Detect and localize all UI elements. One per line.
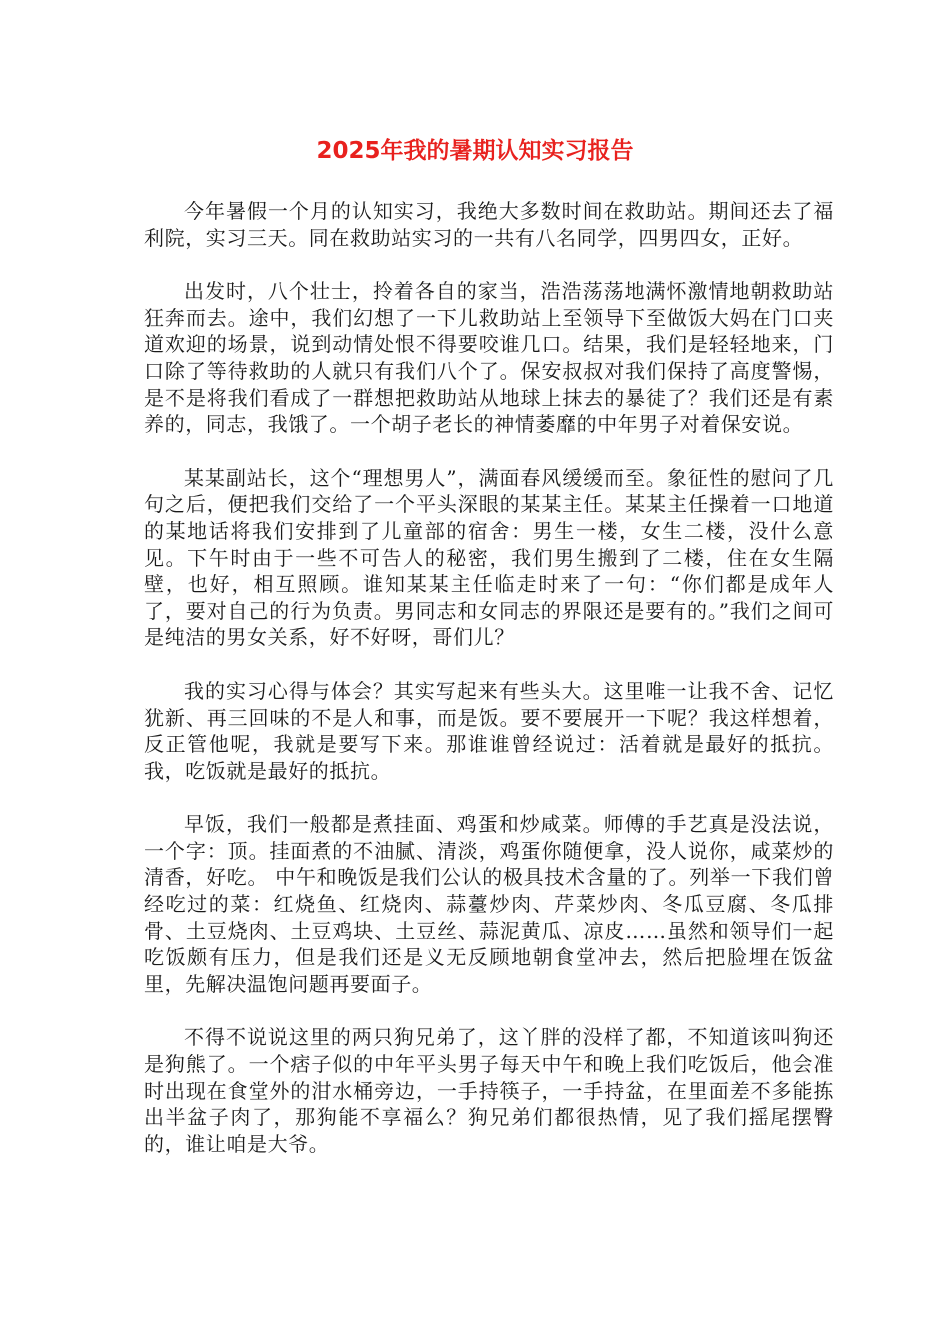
paragraph: 某某副站长，这个“理想男人”，满面春风缓缓而至。象征性的慰问了几句之后，便把我们交给了一个平头深眼的某某主任。某某主任操着一口地道的某地话将我们安排到了儿童部的宿舍：男生一楼，女生二楼，没什么意见。下午时由于一些不可告人的秘密，我们男生搬到了二楼，住在女生隔壁，也好，相互照顾。谁知某某主任临走时来了一句：“你们都是成年人了，要对自己的行为负责。男同志和女同志的界限还是要有的。”我们之间可是纯洁的男女关系，好不好呀，哥们儿？ [144,465,834,650]
document-title: 2025年我的暑期认知实习报告 [316,138,634,164]
document-body [144,198,834,1184]
paragraph: 早饭，我们一般都是煮挂面、鸡蛋和炒咸菜。师傅的手艺真是没法说，一个字：顶。挂面煮的不油腻、清淡，鸡蛋你随便拿，没人说你，咸菜炒的清香，好吃。 中午和晚饭是我们公认的极具技术含量的了。列举一下我们曾经吃过的菜：红烧鱼、红烧肉、蒜薹炒肉、芹菜炒肉、冬瓜豆腐、冬瓜排骨、土豆烧肉、土豆鸡块、土豆丝、蒜泥黄瓜、凉皮……虽然和领导们一起吃饭颇有压力，但是我们还是义无反顾地朝食堂冲去，然后把脸埋在饭盆里，先解决温饱问题再要面子。 [144,812,834,996]
paragraph: 我的实习心得与体会？其实写起来有些头大。这里唯一让我不舍、记忆犹新、再三回味的不是人和事，而是饭。要不要展开一下呢？我这样想着，反正管他呢，我就是要写下来。那谁谁曾经说过：活着就是最好的抵抗。我，吃饭就是最好的抵抗。 [144,678,834,783]
paragraph: 出发时，八个壮士，拎着各自的家当，浩浩荡荡地满怀激情地朝救助站狂奔而去。途中，我们幻想了一下儿救助站上至领导下至做饭大妈在门口夹道欢迎的场景，说到动情处恨不得要咬谁几口。结果，我们是轻轻地来，门口除了等待救助的人就只有我们八个了。保安叔叔对我们保持了高度警惕，是不是将我们看成了一群想把救助站从地球上抹去的暴徒了？我们还是有素养的，同志，我饿了。一个胡子老长的神情萎靡的中年男子对着保安说。 [144,279,834,437]
paragraph: 不得不说说这里的两只狗兄弟了，这丫胖的没样了都，不知道该叫狗还是狗熊了。一个痞子似的中年平头男子每天中午和晚上我们吃饭后，他会准时出现在食堂外的泔水桶旁边，一手持筷子，一手持盆，在里面差不多能拣出半盆子肉了，那狗能不享福么？狗兄弟们都很热情，见了我们摇尾摆臀的，谁让咱是大爷。 [144,1025,834,1156]
paragraph: 今年暑假一个月的认知实习，我绝大多数时间在救助站。期间还去了福利院，实习三天。同在救助站实习的一共有八名同学，四男四女，正好。 [144,199,834,250]
